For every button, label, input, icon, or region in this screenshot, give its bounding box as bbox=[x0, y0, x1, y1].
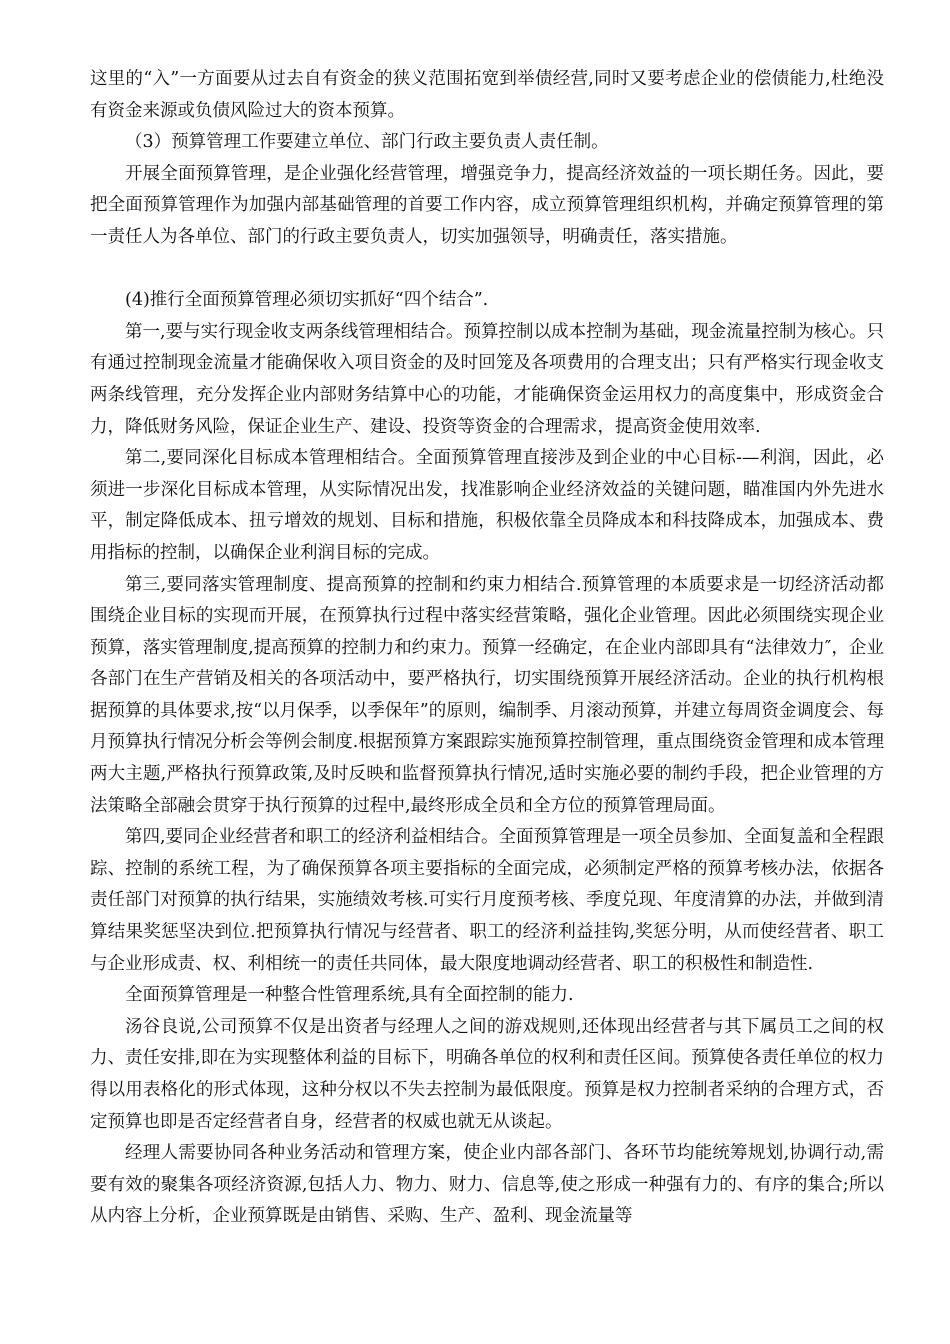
paragraph-fourth-combination: 第四,要同企业经营者和职工的经济利益相结合。全面预算管理是一项全员参加、全面复盖和全程跟踪、控制的系统工程，为了确保预算各项主要指标的全面完成，必须制定严格的预算考核办法，依据各责任部门对预算的执行结果，实施绩效考核.可实行月度预考核、季度兑现、年度清算的办法，并做到清算结果奖惩坚决到位.把预算执行情况与经营者、职工的经济利益挂钩,奖惩分明，从而使经营者、职工与企业形成责、权、利相统一的责任共同体，最大限度地调动经营者、职工的积极性和制造性. bbox=[90, 827, 884, 974]
paragraph-continuation: 这里的“入”一方面要从过去自有资金的狭义范围拓宽到举债经营,同时又要考虑企业的偿债能力,杜绝没有资金来源或负债风险过大的资本预算。 bbox=[90, 69, 884, 121]
paragraph-section-4-heading: (4)推行全面预算管理必须切实抓好“四个结合”. bbox=[125, 290, 489, 311]
paragraph-third-combination: 第三,要同落实管理制度、提高预算的控制和约束力相结合.预算管理的本质要求是一切经济活动都围绕企业目标的实现而开展，在预算执行过程中落实经营策略，强化企业管理。因此必须围绕实现企业预算，落实管理制度,提高预算的控制力和约束力。预算一经确定，在企业内部即具有“法律效力″，企业各部门在生产营销及相关的各项活动中，要严格执行，切实围绕预算开展经济活动。企业的执行机构根据预算的具体要求,按“以月保季，以季保年”的原则，编制季、月滚动预算，并建立每周资金调度会、每月预算执行情况分析会等例会制度.根据预算方案跟踪实施预算控制管理，重点围绕资金管理和成本管理两大主题,严格执行预算政策,及时反映和监督预算执行情况,适时实施必要的制约手段，把企业管理的方法策略全部融会贯穿于执行预算的过程中,最终形成全员和全方位的预算管理局面。 bbox=[90, 574, 884, 816]
document-page bbox=[90, 64, 884, 1233]
paragraph-section-3-body: 开展全面预算管理，是企业强化经营管理，增强竞争力，提高经济效益的一项长期任务。因此，要把全面预算管理作为加强内部基础管理的首要工作内容，成立预算管理组织机构，并确定预算管理的第一责任人为各单位、部门的行政主要负责人，切实加强领导，明确责任，落实措施。 bbox=[90, 163, 884, 247]
paragraph-section-3-heading: （3）预算管理工作要建立单位、部门行政主要负责人责任制。 bbox=[125, 132, 609, 153]
paragraph-integrated-system: 全面预算管理是一种整合性管理系统,具有全面控制的能力. bbox=[125, 985, 574, 1006]
paragraph-spacer bbox=[90, 254, 884, 286]
paragraph-tang-guliang: 汤谷良说,公司预算不仅是出资者与经理人之间的游戏规则,还体现出经营者与其下属员工之间的权力、责任安排,即在为实现整体利益的目标下，明确各单位的权利和责任区间。预算使各责任单位的权力得以用表格化的形式体现，这种分权以不失去控制为最低限度。预算是权力控制者采纳的合理方式，否定预算也即是否定经营者自身，经营者的权威也就无从谈起。 bbox=[90, 1016, 884, 1132]
paragraph-manager-coordination: 经理人需要协同各种业务活动和管理方案，使企业内部各部门、各环节均能统筹规划,协调行动,需要有效的聚集各项经济资源,包括人力、物力、财力、信息等,使之形成一种强有力的、有序的集合;所以从内容上分析，企业预算既是由销售、采购、生产、盈利、现金流量等 bbox=[90, 1143, 884, 1227]
paragraph-first-combination: 第一,要与实行现金收支两条线管理相结合。预算控制以成本控制为基础，现金流量控制为核心。只有通过控制现金流量才能确保收入项目资金的及时回笼及各项费用的合理支出；只有严格实行现金收支两条线管理，充分发挥企业内部财务结算中心的功能，才能确保资金运用权力的高度集中，形成资金合力，降低财务风险，保证企业生产、建设、投资等资金的合理需求，提高资金使用效率. bbox=[90, 321, 884, 437]
paragraph-second-combination: 第二,要同深化目标成本管理相结合。全面预算管理直接涉及到企业的中心目标-—利润，因此，必须进一步深化目标成本管理，从实际情况出发，找准影响企业经济效益的关键问题，瞄准国内外先进水平，制定降低成本、扭亏增效的规划、目标和措施，积极依靠全员降成本和科技降成本，加强成本、费用指标的控制，以确保企业利润目标的完成。 bbox=[90, 448, 884, 563]
